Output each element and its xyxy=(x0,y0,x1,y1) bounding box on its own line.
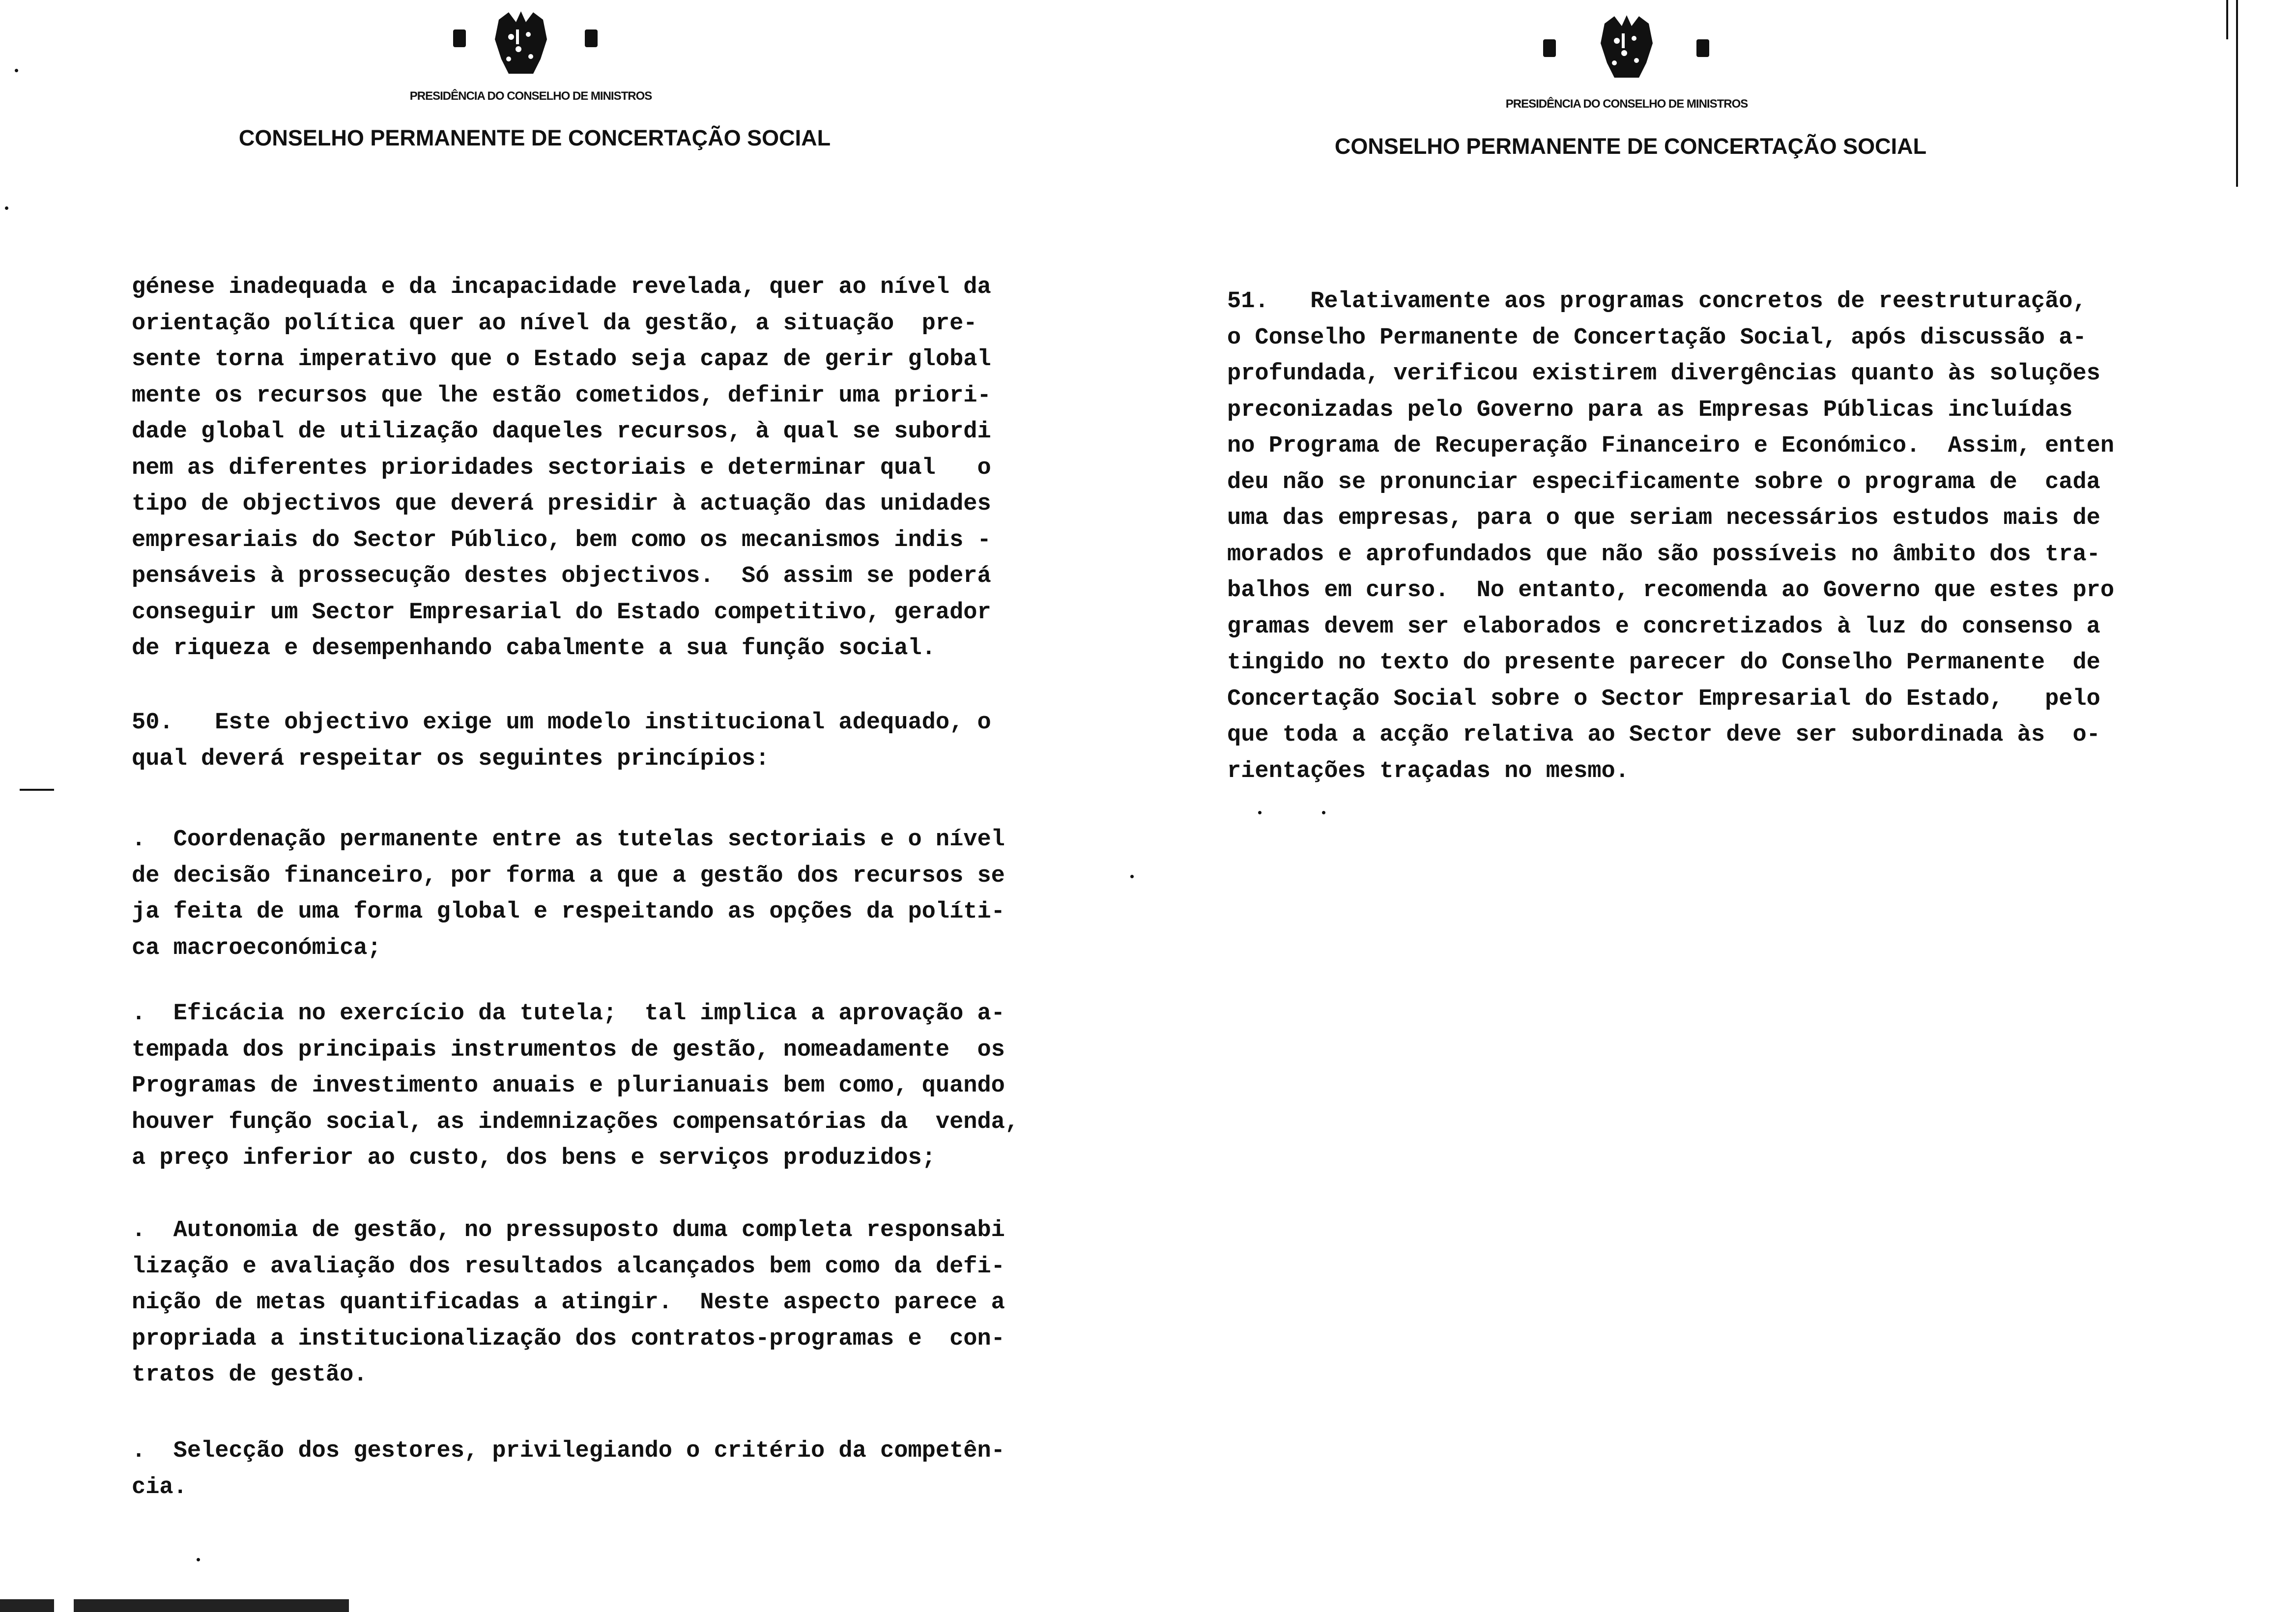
text-line: de decisão financeiro, por forma a que a gestão dos recursos se xyxy=(132,863,1005,889)
coat-of-arms-seal xyxy=(489,10,553,79)
text-line: tratos de gestão. xyxy=(132,1362,368,1388)
paragraph-51 xyxy=(1227,284,2114,789)
coat-of-arms-seal xyxy=(1595,14,1659,83)
scan-speck xyxy=(1322,811,1325,814)
text-line: dade global de utilização daqueles recursos, à qual se subordi xyxy=(132,419,991,445)
text-line: profundada, verificou existirem divergências quanto às soluções xyxy=(1227,361,2100,387)
text-line: mente os recursos que lhe estão cometidos, definir uma priori- xyxy=(132,382,991,409)
principle-autonomy xyxy=(132,1212,1005,1393)
scan-edge-line xyxy=(2236,0,2238,187)
header-title: CONSELHO PERMANENTE DE CONCERTAÇÃO SOCIAL xyxy=(1334,134,1927,159)
text-line: . Autonomia de gestão, no pressuposto duma completa responsabi xyxy=(132,1217,1005,1243)
header-title: CONSELHO PERMANENTE DE CONCERTAÇÃO SOCIAL xyxy=(238,125,831,150)
scan-speck xyxy=(1130,875,1134,878)
scan-edge-line xyxy=(2226,0,2228,39)
text-line: a preço inferior ao custo, dos bens e serviços produzidos; xyxy=(132,1145,936,1171)
text-line: Concertação Social sobre o Sector Empresarial do Estado, pelo xyxy=(1227,686,2100,712)
text-line: orientação política quer ao nível da gestão, a situação pre- xyxy=(132,310,977,337)
scan-edge-line xyxy=(20,789,54,791)
text-line: pensáveis à prossecução destes objectivos. Só assim se poderá xyxy=(132,563,991,589)
text-line: morados e aprofundados que não são possíveis no âmbito dos tra- xyxy=(1227,541,2100,568)
text-line: ca macroeconómica; xyxy=(132,935,381,961)
seal-side-mark xyxy=(585,29,598,47)
paragraph-continuation xyxy=(132,269,991,667)
text-line: empresariais do Sector Público, bem como os mecanismos indis - xyxy=(132,527,991,553)
principle-coordination xyxy=(132,822,1005,966)
text-line: 51. Relativamente aos programas concretos de reestruturação, xyxy=(1227,288,2087,315)
text-line: no Programa de Recuperação Financeiro e Económico. Assim, enten xyxy=(1227,433,2115,459)
header-subtitle: PRESIDÊNCIA DO CONSELHO DE MINISTROS xyxy=(1505,97,1748,111)
paragraph-50 xyxy=(132,705,991,777)
principle-efficacy xyxy=(132,996,1019,1177)
text-line: uma das empresas, para o que seriam necessários estudos mais de xyxy=(1227,505,2100,531)
text-line: 50. Este objectivo exige um modelo institucional adequado, o xyxy=(132,710,991,736)
seal-side-mark xyxy=(1696,39,1709,57)
text-line: Programas de investimento anuais e plurianuais bem como, quando xyxy=(132,1073,1005,1099)
scan-edge-artifact xyxy=(74,1599,349,1612)
seal-side-mark xyxy=(453,29,466,47)
text-line: o Conselho Permanente de Concertação Social, após discussão a- xyxy=(1227,324,2087,351)
text-line: cia. xyxy=(132,1474,187,1500)
text-line: de riqueza e desempenhando cabalmente a sua função social. xyxy=(132,635,936,662)
header-subtitle: PRESIDÊNCIA DO CONSELHO DE MINISTROS xyxy=(409,89,652,103)
principle-selection xyxy=(132,1433,1005,1505)
text-line: sente torna imperativo que o Estado seja capaz de gerir global xyxy=(132,346,991,373)
scan-edge-artifact xyxy=(0,1599,54,1612)
text-line: qual deverá respeitar os seguintes princípios: xyxy=(132,746,770,772)
scan-speck xyxy=(1258,811,1262,814)
text-line: preconizadas pelo Governo para as Empresas Públicas incluídas xyxy=(1227,397,2073,423)
seal-side-mark xyxy=(1543,39,1556,57)
text-line: nição de metas quantificadas a atingir. Neste aspecto parece a xyxy=(132,1290,1005,1316)
scan-speck xyxy=(15,69,18,72)
scan-speck xyxy=(5,206,8,210)
text-line: . Eficácia no exercício da tutela; tal implica a aprovação a- xyxy=(132,1001,1005,1027)
text-line: balhos em curso. No entanto, recomenda ao Governo que estes pro xyxy=(1227,577,2115,604)
scan-speck xyxy=(197,1558,200,1561)
text-line: tipo de objectivos que deverá presidir à actuação das unidades xyxy=(132,491,991,517)
text-line: génese inadequada e da incapacidade revelada, quer ao nível da xyxy=(132,274,991,300)
text-line: ja feita de uma forma global e respeitando as opções da políti- xyxy=(132,899,1005,925)
text-line: gramas devem ser elaborados e concretizados à luz do consenso a xyxy=(1227,613,2100,640)
text-line: deu não se pronunciar especificamente sobre o programa de cada xyxy=(1227,469,2100,495)
text-line: . Coordenação permanente entre as tutelas sectoriais e o nível xyxy=(132,827,1005,853)
text-line: houver função social, as indemnizações compensatórias da venda, xyxy=(132,1109,1019,1135)
text-line: tempada dos principais instrumentos de gestão, nomeadamente os xyxy=(132,1036,1005,1063)
text-line: conseguir um Sector Empresarial do Estado competitivo, gerador xyxy=(132,599,991,626)
text-line: lização e avaliação dos resultados alcançados bem como da defi- xyxy=(132,1253,1005,1280)
text-line: rientações traçadas no mesmo. xyxy=(1227,758,1629,784)
text-line: que toda a acção relativa ao Sector deve ser subordinada às o- xyxy=(1227,722,2100,748)
text-line: nem as diferentes prioridades sectoriais e determinar qual o xyxy=(132,455,991,481)
text-line: . Selecção dos gestores, privilegiando o critério da competên- xyxy=(132,1438,1005,1464)
text-line: propriada a institucionalização dos contratos-programas e con- xyxy=(132,1325,1005,1352)
text-line: tingido no texto do presente parecer do Conselho Permanente de xyxy=(1227,650,2100,676)
